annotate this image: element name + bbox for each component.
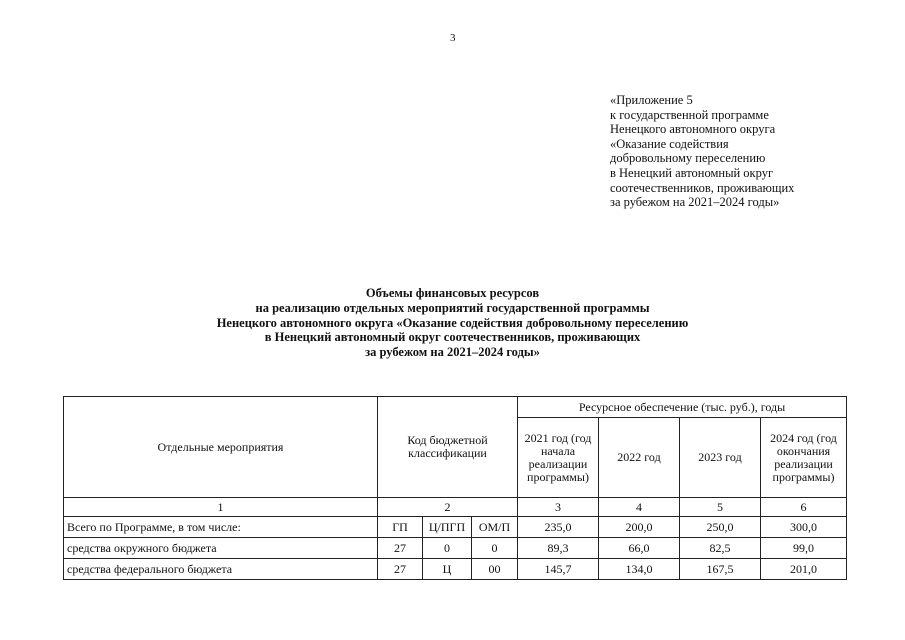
table-row bbox=[64, 517, 847, 538]
column-number: 5 bbox=[680, 498, 761, 517]
column-number: 3 bbox=[518, 498, 599, 517]
appendix-note bbox=[610, 93, 870, 210]
cell-2021: 145,7 bbox=[518, 559, 599, 580]
title-line: Ненецкого автономного округа «Оказание содействия добровольному переселению bbox=[216, 315, 689, 330]
column-number: 6 bbox=[761, 498, 847, 517]
cell-2022: 134,0 bbox=[599, 559, 680, 580]
header-year-2021: 2021 год (год начала реализации программы) bbox=[518, 418, 599, 498]
cell-2022: 200,0 bbox=[599, 517, 680, 538]
header-year-2022: 2022 год bbox=[599, 418, 680, 498]
cell-2023: 250,0 bbox=[680, 517, 761, 538]
column-number: 4 bbox=[599, 498, 680, 517]
cell-2023: 167,5 bbox=[680, 559, 761, 580]
appendix-line: за рубежом на 2021–2024 годы» bbox=[610, 195, 780, 210]
page-number: 3 bbox=[450, 32, 456, 44]
appendix-line: в Ненецкий автономный округ bbox=[610, 165, 774, 180]
appendix-line: «Приложение 5 bbox=[610, 93, 693, 107]
appendix-line: Ненецкого автономного округа bbox=[610, 122, 776, 137]
row-name: Всего по Программе, в том числе: bbox=[64, 517, 378, 538]
cell-2022: 66,0 bbox=[599, 538, 680, 559]
cell-2024: 99,0 bbox=[761, 538, 847, 559]
cell-cpgp: 0 bbox=[423, 538, 472, 559]
table-row bbox=[64, 538, 847, 559]
column-number: 1 bbox=[64, 498, 378, 517]
header-budget-code: Код бюджетной классификации bbox=[378, 397, 518, 498]
row-name: средства окружного бюджета bbox=[64, 538, 378, 559]
appendix-line: «Оказание содействия bbox=[610, 136, 729, 151]
cell-2023: 82,5 bbox=[680, 538, 761, 559]
title-line: Объемы финансовых ресурсов bbox=[365, 286, 540, 300]
column-number-row bbox=[64, 498, 847, 517]
cell-2021: 235,0 bbox=[518, 517, 599, 538]
financial-resources-table bbox=[63, 396, 847, 580]
cell-2024: 201,0 bbox=[761, 559, 847, 580]
header-year-2023: 2023 год bbox=[680, 418, 761, 498]
header-resources: Ресурсное обеспечение (тыс. руб.), годы bbox=[518, 397, 847, 418]
row-name: средства федерального бюджета bbox=[64, 559, 378, 580]
cell-gp: 27 bbox=[378, 559, 423, 580]
column-number: 2 bbox=[378, 498, 518, 517]
title-line: за рубежом на 2021–2024 годы» bbox=[365, 345, 540, 360]
cell-gp: ГП bbox=[378, 517, 423, 538]
document-title bbox=[40, 286, 865, 360]
table-row bbox=[64, 559, 847, 580]
cell-2021: 89,3 bbox=[518, 538, 599, 559]
header-year-2024: 2024 год (год окончания реализации программы) bbox=[761, 418, 847, 498]
cell-gp: 27 bbox=[378, 538, 423, 559]
cell-2024: 300,0 bbox=[761, 517, 847, 538]
appendix-line: к государственной программе bbox=[610, 107, 769, 122]
cell-cpgp: Ц bbox=[423, 559, 472, 580]
cell-omp: 00 bbox=[472, 559, 518, 580]
cell-cpgp: Ц/ПГП bbox=[423, 517, 472, 538]
title-line: на реализацию отдельных мероприятий государственной программы bbox=[255, 300, 650, 315]
cell-omp: 0 bbox=[472, 538, 518, 559]
appendix-line: соотечественников, проживающих bbox=[610, 180, 795, 195]
cell-omp: ОМ/П bbox=[472, 517, 518, 538]
title-line: в Ненецкий автономный округ соотечественников, проживающих bbox=[264, 330, 641, 345]
header-activities: Отдельные мероприятия bbox=[64, 397, 378, 498]
appendix-line: добровольному переселению bbox=[610, 151, 766, 166]
